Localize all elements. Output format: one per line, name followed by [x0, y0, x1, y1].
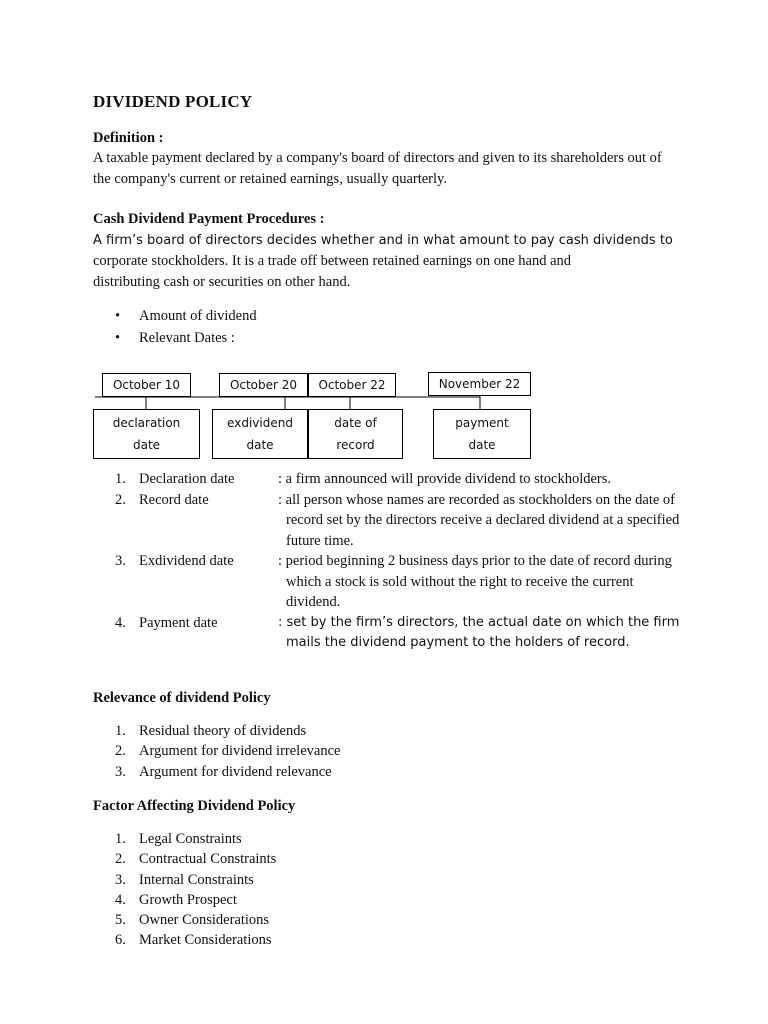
list-item: 2. Contractual Constraints — [115, 851, 277, 868]
procedures-bullet-list — [93, 306, 257, 349]
timeline-event-box — [212, 409, 308, 459]
definition-row — [93, 469, 693, 490]
timeline-event-box — [433, 409, 531, 459]
timeline-date-label: October 20 — [229, 378, 298, 392]
relevance-heading: Relevance of dividend Policy — [93, 690, 271, 706]
timeline-event-line: date — [468, 438, 496, 452]
definition-row — [93, 613, 693, 654]
definition-desc: : a firm announced will provide dividend to stockholders. — [278, 471, 612, 487]
timeline-date-box — [219, 373, 308, 397]
timeline-event-line: date — [132, 438, 161, 452]
date-definitions-list — [93, 469, 693, 654]
timeline-date-label: November 22 — [438, 377, 521, 391]
definition-desc: : period beginning 2 business days prior to the date of record during which a stock is sold without the right to receive the current dividend. — [278, 553, 672, 610]
definition-term: Payment date — [139, 614, 218, 631]
timeline-event-line: date of — [334, 416, 377, 430]
timeline-date-box — [102, 373, 191, 397]
definition-row — [93, 490, 693, 552]
procedures-heading: Cash Dividend Payment Procedures : — [93, 211, 325, 227]
list-item: 1. Legal Constraints — [115, 831, 242, 847]
factors-list — [93, 829, 276, 951]
timeline-event-line: declaration — [112, 416, 181, 430]
relevance-list — [93, 721, 340, 782]
timeline-date-box — [308, 373, 396, 397]
timeline-event-line: date — [246, 438, 274, 452]
timeline-date-box — [428, 372, 531, 396]
procedures-text-line1: A firm’s board of directors decides whether and in what amount to pay cash dividends to — [93, 233, 673, 248]
page-title: DIVIDEND POLICY — [93, 92, 253, 111]
bullet-item: • Amount of dividend — [93, 306, 257, 328]
definition-term: Declaration date — [139, 471, 235, 487]
timeline-event-box — [308, 409, 403, 459]
list-item: 3. Internal Constraints — [115, 871, 254, 888]
timeline-event-box — [93, 409, 200, 459]
bullet-item: • Relevant Dates : — [93, 328, 257, 350]
timeline-date-label: October 10 — [112, 378, 181, 392]
list-item: 4. Growth Prospect — [115, 891, 237, 908]
timeline-event-line: record — [336, 438, 375, 452]
procedures-text: corporate stockholders. It is a trade off between retained earnings on one hand and distributing cash or securities on other hand. — [93, 253, 572, 290]
definition-heading: Definition : — [93, 130, 164, 146]
timeline-event-line: payment — [455, 416, 509, 430]
definition-desc: : all person whose names are recorded as stockholders on the date of record set by the directors receive a declared dividend at a specified future time. — [278, 491, 680, 549]
definition-desc: : set by the firm’s directors, the actual date on which the firm mails the dividend payment to the holders of record. — [278, 614, 680, 650]
list-item: 6. Market Considerations — [115, 932, 272, 949]
definition-row — [93, 551, 693, 613]
list-item: 1. Residual theory of dividends — [115, 723, 307, 739]
definition-text: A taxable payment declared by a company's board of directors and given to its shareholders out of the company's current or retained earnings, usually quarterly. — [93, 150, 662, 187]
list-item: 5. Owner Considerations — [115, 912, 270, 929]
definition-number: 4. — [115, 614, 126, 631]
definition-number: 1. — [115, 471, 126, 487]
definition-term: Exdividend date — [139, 553, 234, 569]
factors-heading: Factor Affecting Dividend Policy — [93, 798, 296, 814]
definition-number: 3. — [115, 553, 126, 569]
list-item: 2. Argument for dividend irrelevance — [115, 743, 341, 760]
timeline-event-line: exdividend — [227, 416, 293, 430]
timeline-date-label: October 22 — [318, 378, 386, 392]
definition-number: 2. — [115, 491, 126, 508]
list-item: 3. Argument for dividend relevance — [115, 763, 332, 780]
definition-term: Record date — [139, 491, 209, 508]
